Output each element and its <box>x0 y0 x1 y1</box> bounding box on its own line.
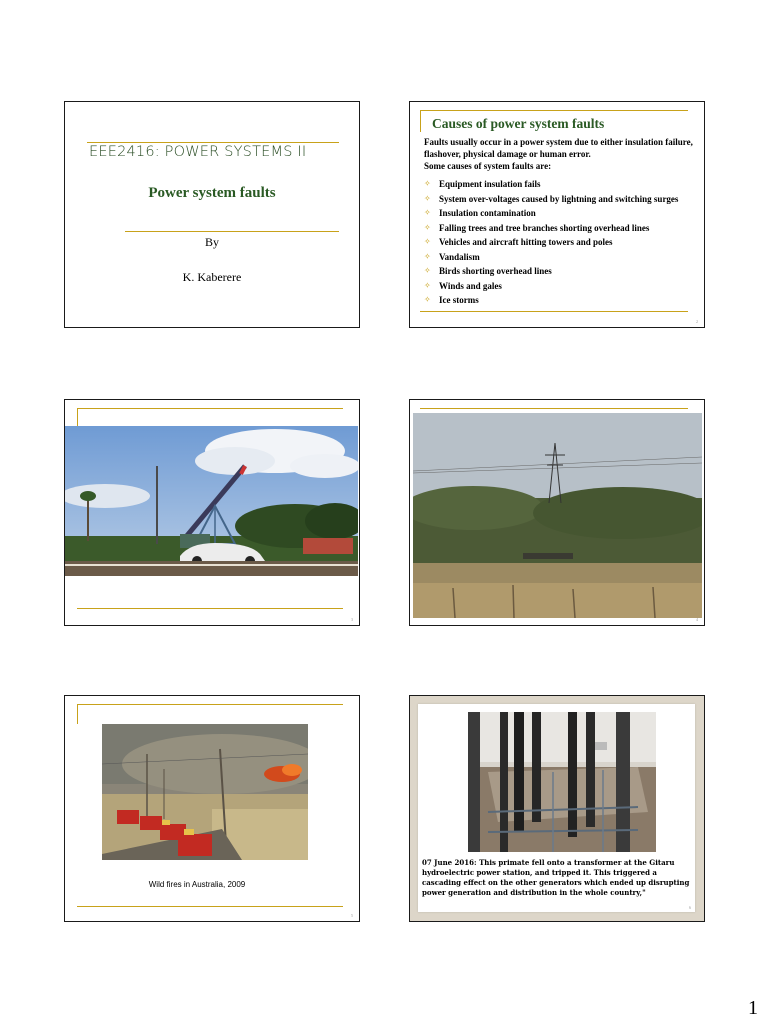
list-item: ✧ Insulation contamination <box>424 208 536 218</box>
slide-5-photo <box>64 695 360 922</box>
photo-caption: 07 June 2016: This primate fell onto a transformer at the Gitaru hydroelectric power station, and tripped it. This triggered a cascading effect on the other generators which ended up disrupting power generation and distribution in the whole country," <box>422 858 690 897</box>
slide-number: 3 <box>351 617 353 622</box>
intro-text <box>424 136 702 172</box>
list-item: ✧ Birds shorting overhead lines <box>424 266 552 276</box>
slide-1-title <box>64 101 360 328</box>
list-item: ✧ Winds and gales <box>424 280 502 291</box>
gold-rule-left <box>420 110 421 132</box>
intro-subheading: Some causes of system faults are: <box>424 161 552 171</box>
lecture-title: Power system faults <box>148 185 276 201</box>
page-number: 1 <box>748 997 758 1019</box>
transformer-photo <box>468 712 656 852</box>
gold-rule-bottom <box>125 231 339 232</box>
gold-rule-top <box>77 408 343 409</box>
diamond-bullet-icon: ✧ <box>424 193 431 203</box>
slide-number: 4 <box>696 617 698 622</box>
slide-number: 6 <box>689 905 691 910</box>
slide-heading: Causes of power system faults <box>432 116 605 131</box>
wildfire-photo <box>102 724 308 860</box>
gold-rule-left <box>77 704 78 724</box>
by-label: By <box>204 235 219 249</box>
diamond-bullet-icon: ✧ <box>424 222 431 232</box>
list-item: ✧ Vandalism <box>424 251 480 262</box>
crane-accident-photo <box>65 426 358 576</box>
gold-rule-top <box>77 704 343 705</box>
transmission-tower-photo <box>413 413 702 618</box>
list-item: ✧ Ice storms <box>424 295 479 305</box>
slide-number: 2 <box>696 319 698 324</box>
diamond-bullet-icon: ✧ <box>424 280 431 290</box>
list-item: ✧ Falling trees and tree branches shorting overhead lines <box>424 222 650 233</box>
gold-rule-bottom <box>77 906 343 907</box>
gold-rule-bottom <box>77 608 343 609</box>
gold-rule-left <box>77 408 78 428</box>
causes-list <box>424 178 702 309</box>
gold-rule-top <box>420 110 688 111</box>
gold-rule-bottom <box>420 311 688 312</box>
author-name: K. Kaberere <box>182 270 242 284</box>
list-item: ✧ Vehicles and aircraft hitting towers and poles <box>424 237 613 247</box>
diamond-bullet-icon: ✧ <box>424 295 431 304</box>
diamond-bullet-icon: ✧ <box>424 251 431 261</box>
slide-number: 5 <box>351 913 353 918</box>
slide-4-photo <box>409 399 705 626</box>
course-title: EEE2416: POWER SYSTEMS II <box>89 144 307 160</box>
slide-2-causes <box>409 101 705 328</box>
list-item: ✧ Equipment insulation fails <box>424 179 541 189</box>
gold-rule-top <box>420 408 688 409</box>
list-item: ✧ System over-voltages caused by lightning and switching surges <box>424 193 679 204</box>
diamond-bullet-icon: ✧ <box>424 237 431 246</box>
slide-content-panel <box>418 704 695 912</box>
diamond-bullet-icon: ✧ <box>424 266 431 275</box>
photo-caption: Wild fires in Australia, 2009 <box>148 880 246 889</box>
slide-6-photo <box>409 695 705 922</box>
gold-rule-top <box>87 142 339 143</box>
diamond-bullet-icon: ✧ <box>424 208 431 217</box>
intro-paragraph: Faults usually occur in a power system due to either insulation failure, flashover, physical damage or human error. <box>424 137 693 159</box>
slide-3-photo <box>64 399 360 626</box>
diamond-bullet-icon: ✧ <box>424 179 431 188</box>
